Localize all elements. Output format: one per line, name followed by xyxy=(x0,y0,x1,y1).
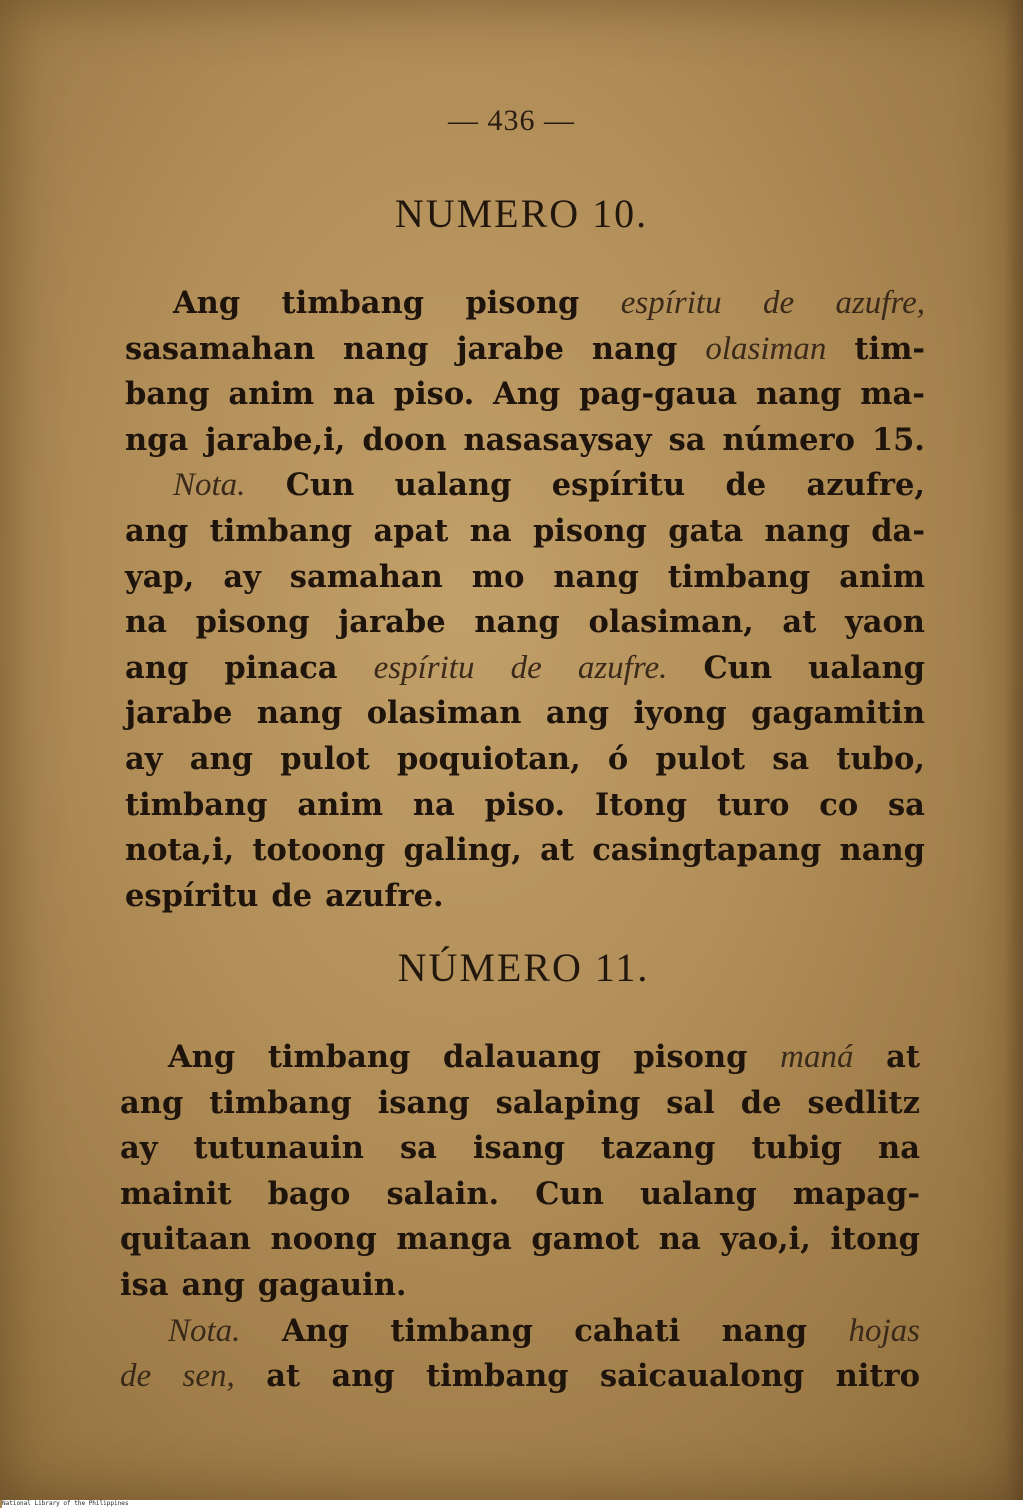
word: timbang xyxy=(209,1084,352,1121)
word: timbang xyxy=(390,1312,533,1349)
italic-word: azufre. xyxy=(577,649,668,686)
word: de xyxy=(725,467,767,504)
word: salain. xyxy=(386,1175,500,1212)
text-line xyxy=(125,463,925,509)
word: tutunauin xyxy=(193,1130,364,1167)
text-line xyxy=(125,372,925,418)
word: de xyxy=(740,1084,782,1121)
word: anim xyxy=(228,376,315,413)
word: mo xyxy=(471,558,525,595)
word: co xyxy=(819,786,859,823)
word: na xyxy=(125,604,167,641)
word: timbang xyxy=(209,512,353,549)
word: samahan xyxy=(289,558,443,595)
word: sasamahan xyxy=(125,330,316,367)
word: casingtapang xyxy=(592,832,822,869)
word: ang xyxy=(125,649,189,686)
text-line xyxy=(120,1217,920,1263)
word: jarabe xyxy=(125,695,233,732)
italic-word: Nota. xyxy=(168,1312,241,1349)
word: gagauin. xyxy=(257,1266,407,1303)
word: de xyxy=(271,877,313,914)
section-heading-numero-10: NUMERO 10. xyxy=(394,191,649,236)
text-line xyxy=(125,555,925,601)
word: nga xyxy=(125,421,189,458)
word: pisong xyxy=(195,604,310,641)
word: pisong xyxy=(633,1039,748,1075)
word: nang xyxy=(764,512,850,549)
word: yaon xyxy=(844,604,925,641)
word: bago xyxy=(267,1175,351,1212)
word: pulot xyxy=(655,740,746,777)
word: ay xyxy=(120,1130,158,1167)
text-line xyxy=(120,1309,920,1355)
word: galing, xyxy=(403,832,522,869)
word: noong xyxy=(270,1221,377,1258)
word: ma- xyxy=(860,376,925,413)
word: nang xyxy=(256,695,343,732)
word: apat xyxy=(373,512,449,549)
word: sedlitz xyxy=(807,1084,920,1121)
word: ualang xyxy=(808,649,925,686)
section-heading-numero-11: NÚMERO 11. xyxy=(397,945,650,990)
word: at xyxy=(266,1358,301,1395)
word: cahati xyxy=(574,1312,681,1349)
word: ay xyxy=(125,740,163,777)
word: Ang xyxy=(493,376,561,413)
word: nang xyxy=(756,376,842,413)
word: timbang xyxy=(281,285,425,321)
word: tubo, xyxy=(836,740,925,777)
word: Itong xyxy=(594,786,688,823)
word: pisong xyxy=(465,285,580,321)
text-line xyxy=(125,509,925,555)
word: quitaan xyxy=(120,1221,251,1258)
word: ang xyxy=(120,1084,184,1121)
word: isang xyxy=(377,1084,470,1121)
word: turo xyxy=(716,786,790,823)
word: manga xyxy=(396,1221,512,1258)
word: ualang xyxy=(394,467,512,504)
word: na xyxy=(878,1130,920,1167)
word: jarabe,i, xyxy=(205,421,346,458)
word: doon xyxy=(362,421,447,458)
word: gamot xyxy=(531,1221,640,1258)
word: ang xyxy=(125,512,189,549)
word: sa xyxy=(772,740,810,777)
word: timbang xyxy=(125,786,268,823)
word: Ang xyxy=(168,1039,236,1075)
word: ang xyxy=(181,1266,245,1303)
word: pag-gaua xyxy=(579,376,738,413)
word: olasiman, xyxy=(588,604,754,641)
word: at xyxy=(782,604,817,641)
word: nota,i, xyxy=(125,832,235,869)
word: nang xyxy=(343,330,429,367)
word: tim- xyxy=(854,330,925,367)
word: mapag- xyxy=(792,1175,920,1212)
italic-word: olasiman xyxy=(705,330,827,367)
word: mainit xyxy=(120,1175,232,1212)
word: 15. xyxy=(871,421,925,458)
text-line xyxy=(125,600,925,646)
word: saicaualong xyxy=(600,1358,805,1395)
word: sa xyxy=(668,421,706,458)
word: totoong xyxy=(252,832,386,869)
word: pinaca xyxy=(224,649,338,686)
word: ay xyxy=(223,558,261,595)
word: dalauang xyxy=(443,1039,601,1075)
section-body-numero-10 xyxy=(125,281,925,919)
word: na xyxy=(658,1221,701,1258)
word: número xyxy=(722,421,855,458)
word: Cun xyxy=(703,649,773,686)
word: Ang xyxy=(173,285,241,321)
page-number: — 436 — xyxy=(448,104,575,137)
text-line xyxy=(120,1126,920,1172)
word: isang xyxy=(472,1130,565,1167)
word: sal xyxy=(666,1084,715,1121)
word: ualang xyxy=(639,1175,757,1212)
italic-word: Nota. xyxy=(173,467,246,504)
word: ang xyxy=(189,740,253,777)
text-line xyxy=(125,783,925,829)
text-line xyxy=(125,646,925,692)
word: bang xyxy=(125,376,210,413)
word: poquiotan, xyxy=(396,740,581,777)
text-line xyxy=(125,691,925,737)
word: azufre. xyxy=(325,877,444,914)
word: pisong xyxy=(532,512,647,549)
word: yap, xyxy=(125,558,195,595)
word: yao,i, xyxy=(720,1221,811,1258)
word: na xyxy=(333,376,375,413)
italic-word: de xyxy=(762,285,795,321)
word: espíritu xyxy=(125,877,259,914)
word: ang xyxy=(331,1358,395,1395)
word: anim xyxy=(297,786,384,823)
italic-word: espíritu xyxy=(373,649,475,686)
word: da- xyxy=(871,512,925,549)
library-footer: National Library of the Philippines xyxy=(2,1500,1023,1508)
word: espíritu xyxy=(551,467,686,504)
text-line xyxy=(125,327,925,373)
italic-word: de xyxy=(120,1358,152,1395)
word: nang xyxy=(591,330,678,367)
word: nang xyxy=(553,558,639,595)
word: sa xyxy=(887,786,925,823)
text-line xyxy=(120,1081,920,1127)
word: olasiman xyxy=(366,695,522,732)
word: ó xyxy=(607,740,629,777)
word: Ang xyxy=(281,1312,349,1349)
word: sa xyxy=(399,1130,437,1167)
word: nang xyxy=(474,604,560,641)
word: timbang xyxy=(667,558,811,595)
italic-word: hojas xyxy=(848,1312,920,1349)
italic-word: espíritu xyxy=(620,285,722,321)
word: anim xyxy=(839,558,925,595)
italic-word: azufre, xyxy=(835,285,925,321)
italic-word: sen, xyxy=(182,1358,235,1395)
word: itong xyxy=(830,1221,920,1258)
word: jarabe xyxy=(338,604,446,641)
word: Cun xyxy=(285,467,355,504)
text-line xyxy=(125,418,925,464)
word: iyong xyxy=(633,695,727,732)
word: at xyxy=(540,832,574,869)
word: nang xyxy=(839,832,925,869)
text-line xyxy=(125,737,925,783)
word: azufre, xyxy=(806,467,925,504)
word: nitro xyxy=(835,1358,920,1395)
section-body-numero-11 xyxy=(120,1035,920,1400)
word: nang xyxy=(721,1312,808,1349)
text-line xyxy=(120,1035,920,1081)
text-line xyxy=(120,1172,920,1218)
word: timbang xyxy=(267,1039,411,1075)
text-line xyxy=(125,281,925,327)
word: gagamitin xyxy=(751,695,925,732)
text-line xyxy=(125,828,925,874)
word: at xyxy=(886,1039,920,1075)
italic-word: de xyxy=(510,649,542,686)
word: pulot xyxy=(280,740,370,777)
word: tazang xyxy=(601,1130,716,1167)
italic-word: maná xyxy=(780,1039,854,1075)
word: salaping xyxy=(495,1084,641,1121)
text-line xyxy=(125,874,925,920)
word: na xyxy=(469,512,512,549)
word: piso. xyxy=(484,786,566,823)
word: jarabe xyxy=(456,330,564,367)
word: tubig xyxy=(751,1130,842,1167)
word: gata xyxy=(668,512,744,549)
text-line xyxy=(120,1263,920,1309)
text-line xyxy=(120,1354,920,1400)
word: timbang xyxy=(426,1358,569,1395)
word: piso. xyxy=(393,376,475,413)
word: Cun xyxy=(535,1175,604,1212)
word: na xyxy=(412,786,455,823)
word: isa xyxy=(120,1266,169,1303)
word: ang xyxy=(545,695,610,732)
word: nasasaysay xyxy=(463,421,652,458)
